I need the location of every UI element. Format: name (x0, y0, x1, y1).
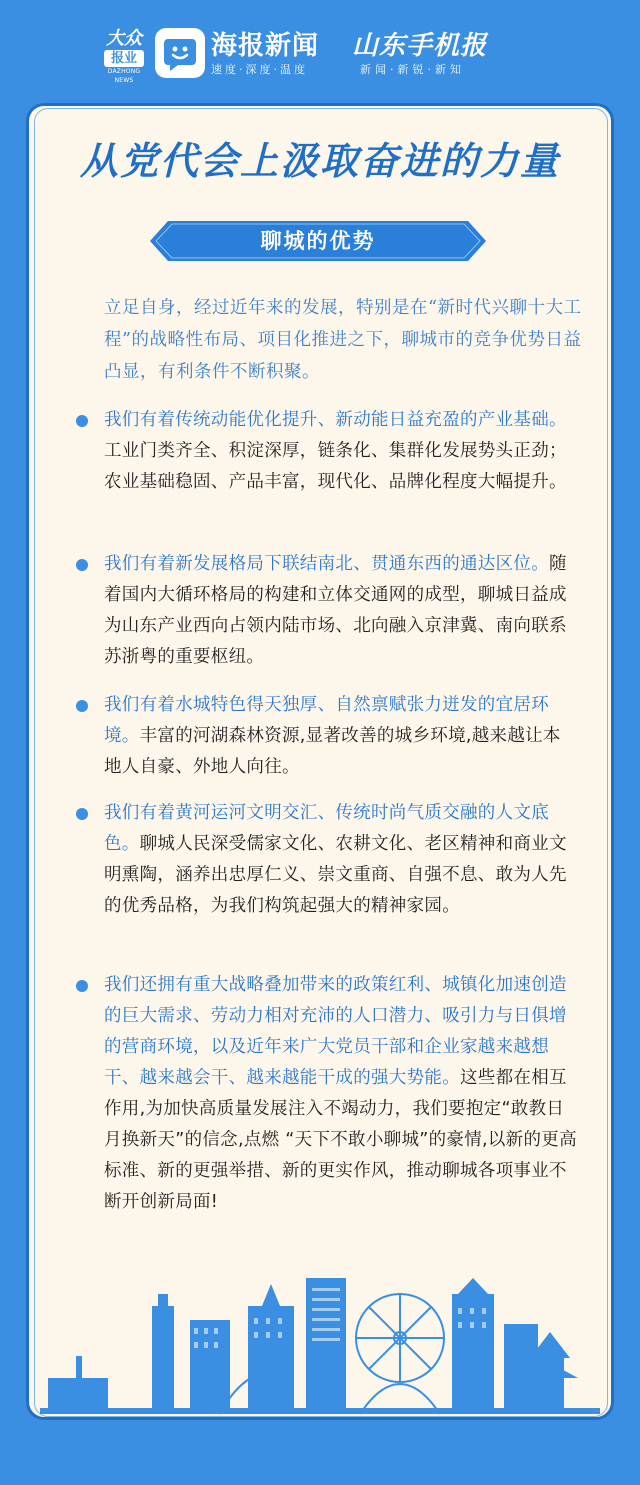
dazhong-news-logo[interactable] (100, 28, 148, 84)
list-item (104, 798, 578, 922)
page-title: 从党代会上汲取奋进的力量 (79, 139, 560, 183)
list-item (104, 970, 578, 1218)
sd-slogan: 新闻·新锐·新知 (360, 63, 465, 76)
subtitle: 聊城的优势 (260, 229, 376, 253)
header (0, 0, 640, 92)
bullet-body: 这些都在相互作用,为加快高质量发展注入不竭动力，我们要抱定“敢教日月换新天”的信念,点燃 “天下不敢小聊城”的豪情,以新的更高标准、新的更强举措、新的更实作风，推动聊城各项事业不断开创新局面! (104, 1068, 577, 1212)
dazhong-logo-mid: 报业 (104, 50, 144, 67)
dazhong-logo-sub: DAZHONG NEWS (107, 68, 141, 84)
smiling-face-app-icon[interactable] (155, 28, 205, 78)
bullet-body: 工业门类齐全、积淀深厚，链条化、集群化发展势头正劲；农业基础稳固、产品丰富，现代化、品牌化程度大幅提升。 (104, 441, 567, 492)
sd-name: 山东手机报 (352, 31, 488, 61)
bullet-dot-icon (76, 700, 88, 712)
bullet-highlight: 我们有着传统动能优化提升、新动能日益充盈的产业基础。 (104, 410, 567, 430)
bullet-highlight: 我们还拥有重大战略叠加带来的政策红利、城镇化加速创造的巨大需求、劳动力相对充沛的人口潜力、吸引力与日俱增的营商环境，以及近年来广大党员干部和企业家越来越想干、越来越会干、越来越能干成的强大势能。 (104, 975, 567, 1088)
intro-paragraph: 立足自身，经过近年来的发展，特别是在“新时代兴聊十大工程”的战略性布局、项目化推进之下，聊城市的竞争优势日益凸显，有利条件不断积聚。 (104, 298, 582, 382)
haibao-news-logo[interactable] (211, 30, 319, 78)
bullet-body: 丰富的河湖森林资源,显著改善的城乡环境,越来越让本地人自豪、外地人向往。 (104, 726, 561, 777)
list-item (104, 405, 578, 498)
city-skyline-illustration (40, 1268, 600, 1418)
haibao-slogan: 速度·深度·温度 (211, 63, 308, 76)
bullet-dot-icon (76, 415, 88, 427)
haibao-name: 海报新闻 (211, 31, 320, 61)
bullet-highlight: 我们有着新发展格局下联结南北、贯通东西的通达区位。 (104, 554, 549, 574)
list-item (104, 690, 578, 783)
bullet-highlight: 我们有着水城特色得天独厚、自然禀赋张力迸发的宜居环境。 (104, 695, 549, 746)
dazhong-logo-main: 大众 (106, 28, 142, 49)
list-item (104, 549, 578, 673)
bullet-dot-icon (76, 559, 88, 571)
bullet-highlight: 我们有着黄河运河文明交汇、传统时尚气质交融的人文底色。 (104, 803, 549, 854)
bullet-body: 随着国内大循环格局的构建和立体交通网的成型，聊城日益成为山东产业西向占领内陆市场、北向融入京津冀、南向联系苏浙粤的重要枢纽。 (104, 554, 567, 667)
subtitle-banner (150, 221, 486, 261)
bullet-dot-icon (76, 980, 88, 992)
bullet-dot-icon (76, 808, 88, 820)
bullet-body: 聊城人民深受儒家文化、农耕文化、老区精神和商业文明熏陶，涵养出忠厚仁义、崇文重商、自强不息、敢为人先的优秀品格，为我们构筑起强大的精神家园。 (104, 834, 567, 916)
shandong-mobile-news-logo[interactable] (352, 30, 487, 78)
